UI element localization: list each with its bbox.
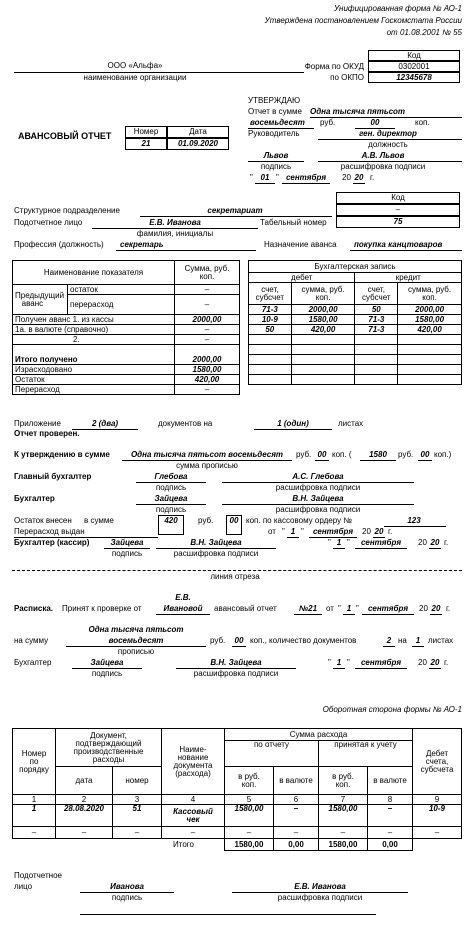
- org-name: ООО «Альфа»: [107, 61, 163, 70]
- receipt-from-name: Ивановой: [163, 604, 203, 613]
- okud-value: 0302001: [398, 62, 430, 71]
- accountant-name: В.Н. Зайцева: [292, 494, 344, 503]
- accounting-entry-table: Бухгалтерская запись дебет кредит счет, субсчет сумма, руб. коп. счет, субсчет сумма, руб. коп. 71-3 2000,00 50 2000,00 10-9 1580,00 71-3 1580,00 50 420,00 71-3 420,00: [248, 260, 462, 385]
- confirm-sum-words: Одна тысяча пятьсот восемьдесят: [130, 450, 284, 459]
- balance-kop: 00: [229, 516, 239, 525]
- approve-title: УТВЕРЖДАЮ: [248, 96, 301, 105]
- okud-label: Форма по ОКУД: [304, 62, 364, 71]
- cut-line: [12, 570, 462, 571]
- cashier-name: В.Н. Зайцева: [190, 538, 242, 547]
- advance-summary-table: Наименование показателя Сумма, руб. коп. Предыдущий аванс остаток – перерасход – Получен аванс 1. из кассы 2000,00 1а. в валюте (справочно) – 2. – Итого получено 2000,00 Израсходовано 1580,00 Остаток 420,00 Перерасход –: [12, 260, 240, 395]
- balance-rub: 420: [164, 516, 178, 525]
- receipt-accountant-signature: Зайцева: [90, 658, 124, 667]
- cashier-signature: Зайцева: [110, 538, 144, 547]
- dept-value: секретариат: [207, 206, 263, 215]
- order-number: 123: [407, 516, 421, 525]
- back-side-title: Оборотная сторона формы № АО-1: [322, 705, 462, 714]
- okpo-value: 12345678: [396, 73, 432, 82]
- profession-value: секретарь: [120, 240, 164, 249]
- expense-table: Номер по порядку Документ, подтверждающий производственные расходы Наиме- нование документа (расхода) Сумма расхода Дебет счета, субсчета по отчету принятая к учету дата номер в руб. коп. в валюте в руб. коп. в валюте 1 2 3 4 5 6 7 8 9 1 28.08.2020 51 Кассовый чек 1580,00 – 1580,00 – 10-9 – – – – – – – – – Итого 1580,00 0,00 1580,00 0,00: [12, 728, 462, 851]
- confirm-sum-number: 1580: [369, 450, 387, 459]
- code-label: Код: [407, 51, 421, 60]
- head-signature: Львов: [263, 151, 289, 160]
- head-position: ген. директор: [359, 129, 417, 138]
- number-label: Номер: [133, 127, 159, 136]
- chief-name: А.С. Глебова: [292, 472, 344, 481]
- person-value: Е.В. Иванова: [149, 218, 201, 227]
- footer-name: Е.В. Иванова: [294, 882, 346, 891]
- chief-signature: Глебова: [154, 472, 188, 481]
- attachments-sheets: 1 (один): [277, 419, 309, 428]
- total-row: Итого 1580,00 0,00 1580,00 0,00: [13, 839, 462, 851]
- okpo-label: по ОКПО: [330, 73, 364, 82]
- receipt-report-no: №21: [298, 604, 318, 613]
- receipt-accountant-name: В.Н. Зайцева: [210, 658, 262, 667]
- accountant-signature: Зайцева: [154, 494, 188, 503]
- tabel-value: 75: [393, 217, 403, 226]
- approved-by-label: Утверждена постановлением Госкомстата России: [264, 16, 462, 25]
- report-checked: Отчет проверен.: [14, 429, 80, 438]
- report-title: АВАНСОВЫЙ ОТЧЕТ: [18, 131, 112, 141]
- footer-signature: Иванова: [110, 882, 144, 891]
- approve-sum-words: Одна тысяча пятьсот: [310, 107, 406, 116]
- entry-row: 10-9 1580,00 71-3 1580,00: [249, 315, 462, 325]
- attachments-count: 2 (два): [91, 419, 119, 428]
- number-value: 21: [141, 139, 151, 148]
- entry-row: 71-3 2000,00 50 2000,00: [249, 305, 462, 315]
- entry-row: 50 420,00 71-3 420,00: [249, 325, 462, 335]
- unified-form-label: Унифицированная форма № АО-1: [334, 4, 462, 13]
- table-row: 1 28.08.2020 51 Кассовый чек 1580,00 – 1580,00 – 10-9: [13, 805, 462, 827]
- approved-date-label: от 01.08.2001 № 55: [386, 28, 462, 37]
- head-name: А.В. Львов: [361, 151, 405, 160]
- date-value: 01.09.2020: [177, 139, 219, 148]
- date-label: Дата: [189, 127, 207, 136]
- org-caption: наименование организации: [83, 73, 187, 82]
- purpose-value: покупка канцтоваров: [354, 240, 443, 249]
- table-row: – – – – – – – – –: [13, 827, 462, 839]
